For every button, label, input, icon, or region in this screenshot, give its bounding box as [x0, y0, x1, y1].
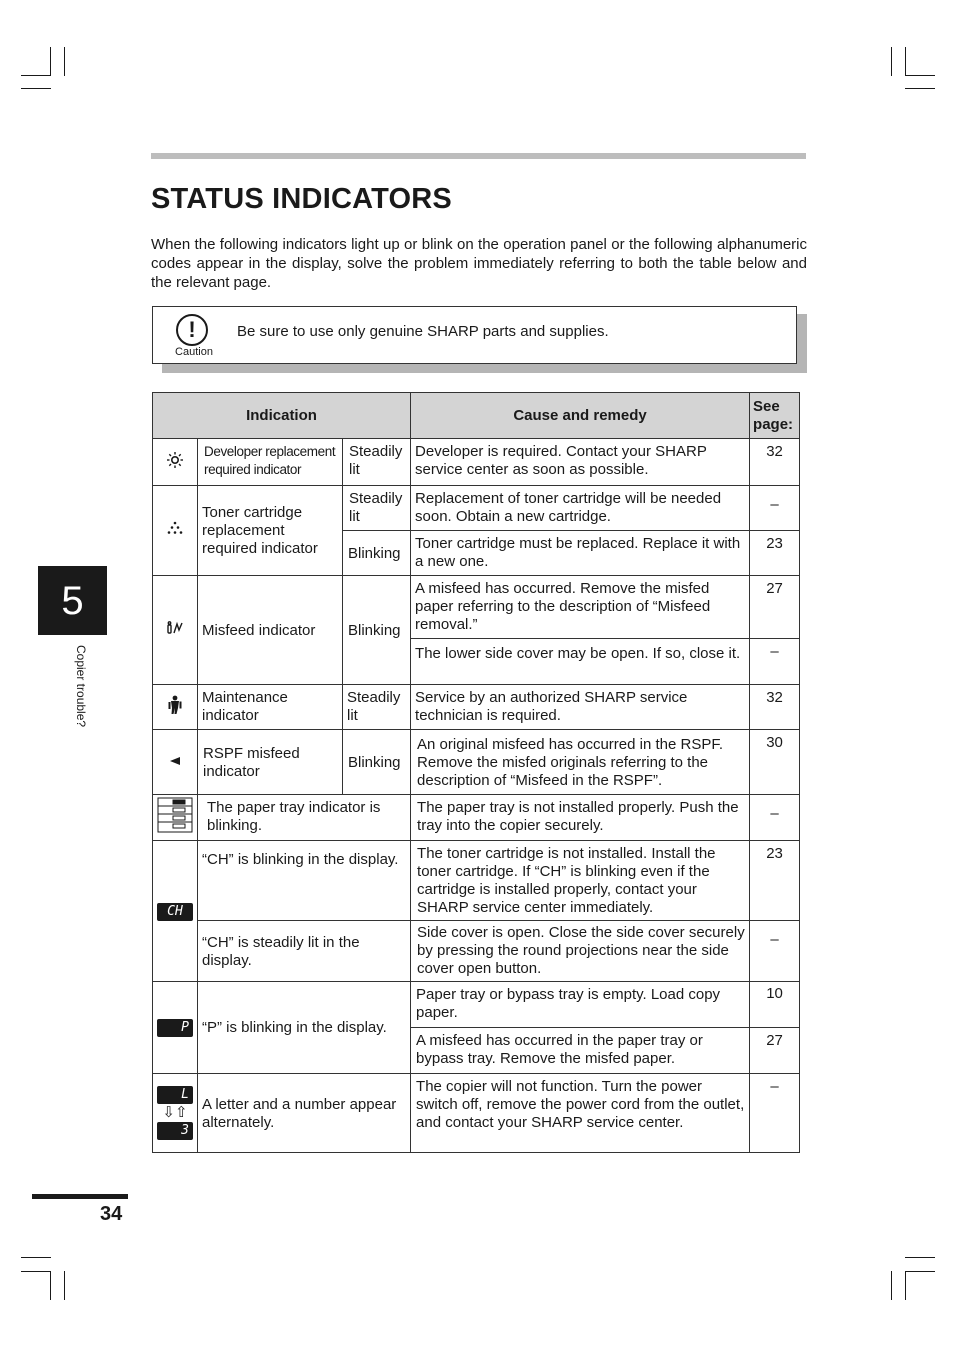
cause-cell: A misfeed has occurred. Remove the misfed paper referring to the description of “Misfeed removal.” — [411, 576, 750, 639]
table-header-row — [153, 393, 800, 439]
header-cause: Cause and remedy — [411, 393, 750, 439]
page-number: 34 — [100, 1203, 123, 1225]
table-row — [153, 576, 800, 639]
letter-number-display-icon — [153, 1074, 198, 1153]
state-cell: Steadily lit — [343, 439, 411, 486]
lcd-readout-bottom: 3 — [157, 1122, 193, 1140]
indication-cell: A letter and a number appear alternately. — [198, 1074, 411, 1153]
page-cell: 23 — [750, 531, 800, 576]
cause-cell: Service by an authorized SHARP service technician is required. — [411, 685, 750, 730]
state-cell: Steadily lit — [343, 486, 411, 531]
crop-mark — [905, 1257, 935, 1258]
status-table — [152, 392, 800, 1153]
table-row — [153, 486, 800, 531]
table-row — [153, 1074, 800, 1153]
crop-mark — [21, 1271, 51, 1272]
state-cell: Blinking — [343, 576, 411, 685]
indication-cell: The paper tray indicator is blinking. — [198, 795, 411, 841]
table-row — [153, 685, 800, 730]
page-cell: 27 — [750, 1028, 800, 1074]
cause-cell: A misfeed has occurred in the paper tray or bypass tray. Remove the misfed paper. — [411, 1028, 750, 1074]
crop-mark — [891, 47, 892, 76]
crop-mark — [905, 88, 935, 89]
crop-mark — [905, 1271, 906, 1300]
caution-label: Caution — [175, 346, 213, 358]
state-cell: Steadily lit — [343, 685, 411, 730]
page-title: STATUS INDICATORS — [151, 183, 452, 215]
crop-mark — [64, 1271, 65, 1300]
indication-cell: Toner cartridge replacement required indicator — [198, 486, 343, 576]
indication-cell: Developer replacement required indicator — [198, 439, 343, 486]
crop-mark — [905, 1271, 935, 1272]
indication-cell: “CH” is blinking in the display. — [198, 841, 411, 921]
paper-tray-icon — [153, 795, 198, 841]
indication-cell: “CH” is steadily lit in the display. — [198, 921, 411, 982]
table-row — [153, 795, 800, 841]
lcd-readout: CH — [157, 903, 193, 921]
caution-text: Be sure to use only genuine SHARP parts and supplies. — [237, 323, 609, 340]
table-row — [153, 439, 800, 486]
indication-cell: Misfeed indicator — [198, 576, 343, 685]
table-row — [153, 730, 800, 795]
page-cell: 30 — [750, 730, 800, 795]
cause-cell: An original misfeed has occurred in the RSPF. Remove the misfed originals referring to the description of “Misfeed in the RSPF”. — [411, 730, 750, 795]
header-indication: Indication — [153, 393, 411, 439]
chapter-tab: 5 — [38, 566, 107, 635]
crop-mark — [64, 47, 65, 76]
page-cell: 32 — [750, 685, 800, 730]
crop-mark — [21, 75, 51, 76]
state-cell: Blinking — [343, 730, 411, 795]
crop-mark — [891, 1271, 892, 1300]
cause-cell: Developer is required. Contact your SHARP service center as soon as possible. — [411, 439, 750, 486]
maintenance-icon — [153, 685, 198, 730]
page-cell: 10 — [750, 982, 800, 1028]
cause-cell: The paper tray is not installed properly. Push the tray into the copier securely. — [411, 795, 750, 841]
cause-cell: Toner cartridge must be replaced. Replace it with a new one. — [411, 531, 750, 576]
page-cell: 27 — [750, 576, 800, 639]
state-cell: Blinking — [343, 531, 411, 576]
developer-icon — [153, 439, 198, 486]
p-display-icon — [153, 982, 198, 1074]
lcd-readout-top: L — [157, 1086, 193, 1104]
crop-mark — [21, 88, 51, 89]
table-row — [153, 841, 800, 921]
header-page: See page: — [750, 393, 800, 439]
rspf-misfeed-icon — [153, 730, 198, 795]
intro-paragraph: When the following indicators light up or blink on the operation panel or the following alphanumeric codes appear in the display, solve the problem immediately referring to both the table below and the relevant page. — [151, 236, 807, 291]
cause-cell: The toner cartridge is not installed. Install the toner cartridge. If “CH” is blinking even if the cartridge is installed properly, contact your SHARP service center immediately. — [411, 841, 750, 921]
page-number-rule — [32, 1194, 128, 1199]
page-cell: – — [750, 795, 800, 841]
chapter-label: Copier trouble? — [74, 645, 88, 728]
page-cell: – — [750, 1074, 800, 1153]
lcd-readout: P — [157, 1019, 193, 1037]
indication-cell: Maintenance indicator — [198, 685, 343, 730]
cause-cell: The copier will not function. Turn the power switch off, remove the power cord from the outlet, and contact your SHARP service center. — [411, 1074, 750, 1153]
page-cell: 32 — [750, 439, 800, 486]
crop-mark — [21, 1257, 51, 1258]
page-cell: – — [750, 921, 800, 982]
ch-display-icon — [153, 841, 198, 982]
crop-mark — [905, 47, 906, 76]
section-rule — [151, 153, 806, 159]
page-cell: – — [750, 486, 800, 531]
cause-cell: Replacement of toner cartridge will be needed soon. Obtain a new cartridge. — [411, 486, 750, 531]
misfeed-icon — [153, 576, 198, 685]
alternate-arrows-icon: ⇩⇧ — [162, 1104, 188, 1121]
table-row — [153, 921, 800, 982]
crop-mark — [905, 75, 935, 76]
page-cell: 23 — [750, 841, 800, 921]
indication-cell: “P” is blinking in the display. — [198, 982, 411, 1074]
cause-cell: Side cover is open. Close the side cover securely by pressing the round projections near the side cover open button. — [411, 921, 750, 982]
cause-cell: The lower side cover may be open. If so, close it. — [411, 639, 750, 685]
crop-mark — [50, 47, 51, 76]
caution-icon: ! — [176, 314, 208, 346]
page-cell: – — [750, 639, 800, 685]
cause-cell: Paper tray or bypass tray is empty. Load copy paper. — [411, 982, 750, 1028]
indication-cell: RSPF misfeed indicator — [198, 730, 343, 795]
table-row — [153, 982, 800, 1028]
toner-icon — [153, 486, 198, 576]
crop-mark — [50, 1271, 51, 1300]
